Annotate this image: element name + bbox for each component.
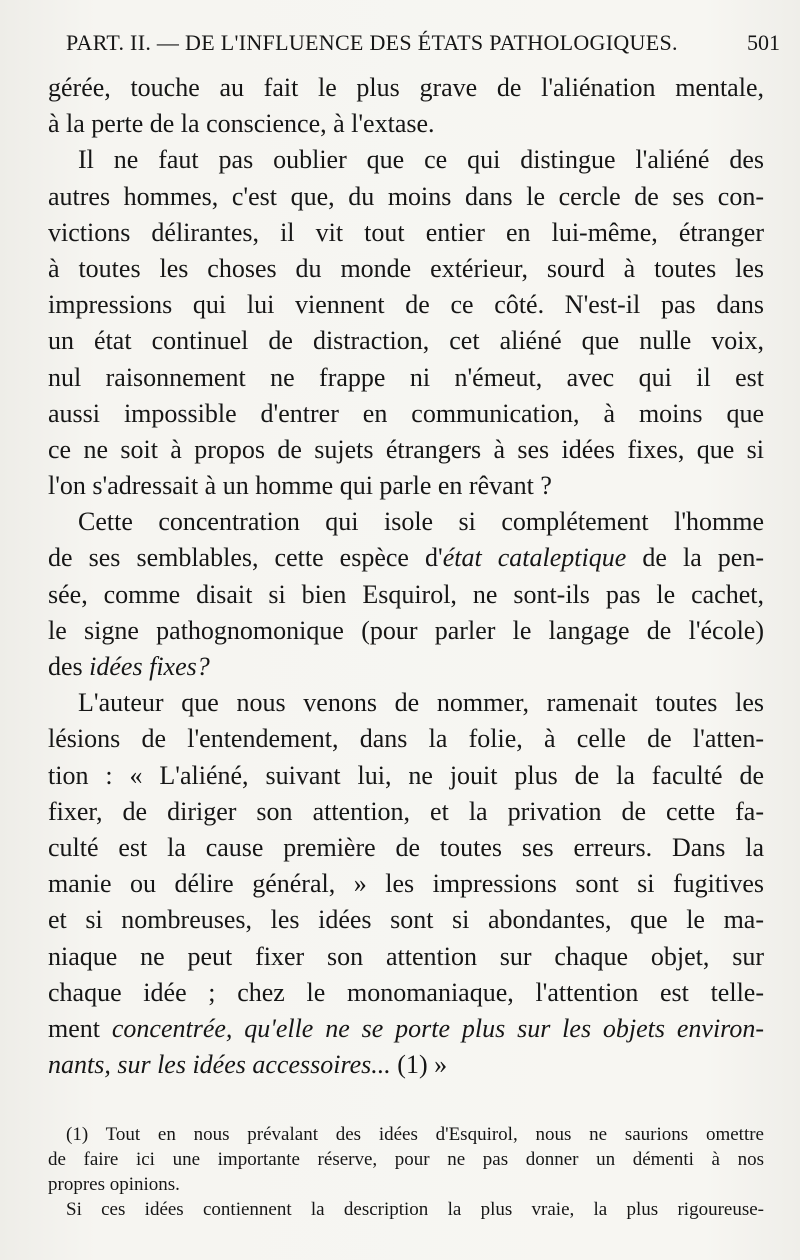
text-segment: et si nombreuses, les idées sont si abondantes, que le ma- — [48, 905, 764, 935]
text-segment: de ses semblables, cette espèce d' — [48, 543, 443, 573]
text-line — [48, 613, 764, 649]
text-segment: aussi impossible d'entrer en communication, à moins que — [48, 398, 764, 428]
text-line — [48, 540, 764, 576]
text-segment: nul raisonnement ne frappe ni n'émeut, avec qui il est — [48, 362, 764, 392]
text-line — [48, 939, 764, 975]
text-segment: de la pen- — [626, 543, 764, 573]
text-line — [48, 1047, 764, 1083]
italic-text: concentrée, qu'elle ne se porte plus sur les objets environ- — [111, 1013, 764, 1043]
text-segment: ment — [48, 1013, 112, 1043]
text-segment: chaque idée ; chez le monomaniaque, l'attention est telle- — [48, 977, 764, 1007]
text-segment: à toutes les choses du monde extérieur, sourd à toutes les — [48, 253, 764, 283]
footnotes — [48, 1122, 764, 1222]
text-segment: un état continuel de distraction, cet aliéné que nulle voix, — [48, 326, 764, 356]
italic-text: nants, sur les idées accessoires... — [48, 1050, 391, 1080]
text-line — [48, 577, 764, 613]
text-line — [48, 106, 764, 142]
text-segment: gérée, touche au fait le plus grave de l'aliénation mentale, — [48, 73, 764, 102]
text-segment: autres hommes, c'est que, du moins dans le cercle de ses con- — [48, 181, 764, 211]
text-segment: impressions qui lui viennent de ce côté. N'est-il pas dans — [48, 290, 764, 320]
text-segment: le signe pathognomonique (pour parler le langage de l'école) — [48, 615, 764, 645]
text-segment: ce ne soit à propos de sujets étrangers à ses idées fixes, que si — [48, 434, 764, 464]
text-segment: lésions de l'entendement, dans la folie, à celle de l'atten- — [48, 724, 764, 754]
footnote-line: de faire ici une importante réserve, pour ne pas donner un démenti à nos — [48, 1149, 764, 1170]
text-line — [48, 323, 764, 359]
text-segment: (1) » — [390, 1050, 448, 1080]
footnote-line: propres opinions. — [48, 1174, 180, 1195]
text-segment: Cette concentration qui isole si complétement l'homme — [78, 507, 764, 537]
running-head: PART. II. — DE L'INFLUENCE DES ÉTATS PATHOLOGIQUES. — [66, 30, 678, 55]
text-line — [48, 685, 764, 721]
text-segment: L'auteur que nous venons de nommer, ramenait toutes les — [78, 688, 764, 718]
italic-text: idées fixes? — [89, 652, 210, 681]
text-line — [48, 649, 764, 685]
text-line — [48, 287, 764, 323]
footnote-line: Si ces idées contiennent la description la plus vraie, la plus rigoureuse- — [66, 1199, 764, 1220]
text-line — [48, 179, 764, 215]
text-line — [48, 251, 764, 287]
text-line — [48, 396, 764, 432]
text-line — [48, 432, 764, 468]
text-line — [48, 504, 764, 540]
text-line — [48, 758, 764, 794]
text-line — [48, 468, 764, 504]
italic-text: état cataleptique — [442, 543, 627, 573]
page-number: 501 — [747, 30, 780, 55]
text-segment: fixer, de diriger son attention, et la privation de cette fa- — [48, 796, 764, 826]
text-segment: niaque ne peut fixer son attention sur chaque objet, sur — [48, 941, 764, 971]
text-line — [48, 866, 764, 902]
text-line — [48, 360, 764, 396]
text-segment: à la perte de la conscience, à l'extase. — [48, 109, 435, 139]
main-text — [48, 70, 764, 1083]
text-segment: manie ou délire général, » les impressions sont si fugitives — [48, 869, 764, 899]
page-header — [0, 30, 800, 64]
text-line — [48, 975, 764, 1011]
text-segment: victions délirantes, il vit tout entier en lui-même, étranger — [48, 217, 764, 247]
text-segment: sée, comme disait si bien Esquirol, ne sont-ils pas le cachet, — [48, 579, 764, 609]
text-line — [48, 830, 764, 866]
text-segment: des — [48, 652, 90, 681]
text-line — [48, 142, 764, 178]
text-segment: Il ne faut pas oublier que ce qui distingue l'aliéné des — [78, 145, 764, 175]
footnote-line: (1) Tout en nous prévalant des idées d'Esquirol, nous ne saurions omettre — [66, 1124, 764, 1145]
text-segment: culté est la cause première de toutes ses erreurs. Dans la — [48, 832, 764, 862]
text-line — [48, 794, 764, 830]
text-line — [48, 215, 764, 251]
text-line — [48, 902, 764, 938]
text-line — [48, 70, 764, 106]
text-segment: tion : « L'aliéné, suivant lui, ne jouit plus de la faculté de — [48, 760, 764, 790]
text-line — [48, 1011, 764, 1047]
text-line — [48, 721, 764, 757]
text-segment: l'on s'adressait à un homme qui parle en rêvant ? — [48, 471, 552, 501]
